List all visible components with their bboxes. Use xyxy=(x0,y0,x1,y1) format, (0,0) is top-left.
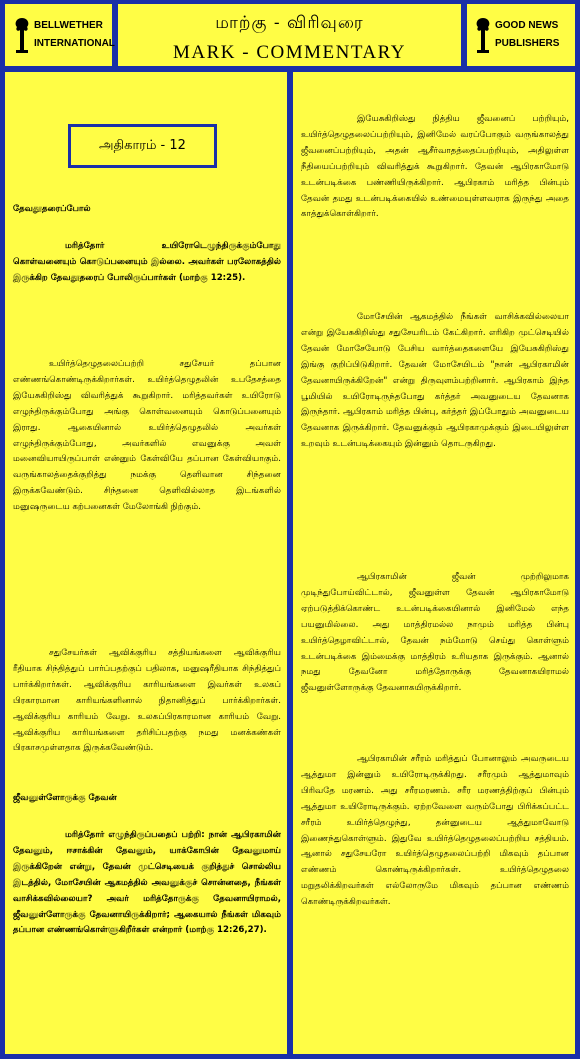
verse-quote: மரித்தோர் எழுந்திருப்பதைப் பற்றி: நான் ஆபிரகாமின் தேவனும், ஈசாக்கின் தேவனும், யாக்கோபின் தேவனுமாய் இருக்கிறேன் என்று, தேவன் முட்செடியைக் குறித்துச் சொல்லிய இடத்தில், மோசேயின் ஆகமத்தில் அவனுக்குச் சொன்னதை, நீங்கள் வாசிக்கவில்லையா? அவர் மரித்தோருக்கு தேவனாயிராமல், ஜீவனுள்ளோருக்கு தேவனாயிருக்கிறார்; ஆகையால் நீங்கள் மிகவும் தப்பான எண்ணங்கொள்ளுகிறீர்கள் என்றார் (மாற்கு 12:26,27). xyxy=(13,830,281,936)
section-heading: தேவதூதரைப்போல் xyxy=(13,204,91,214)
logo-line-1: GOOD NEWS xyxy=(495,20,559,31)
logo-line-2: INTERNATIONAL xyxy=(34,38,115,49)
left-column xyxy=(5,72,287,1054)
section-heading: ஜீவனுள்ளோருக்கு தேவன் xyxy=(13,793,117,803)
bellwether-logo xyxy=(5,4,115,66)
verse-quote: மரித்தோர் உயிரோடெழுந்திருக்கும்போது கொள்வனையும் கொடுப்பனையும் இல்லை. அவர்கள் பரலோகத்தில் இருக்கிற தேவதூதரைப் போலிருப்பார்கள் (மாற்கு 12:25). xyxy=(13,241,281,283)
paragraph: சதுசேயர்கள் ஆவிக்குரிய சத்தியங்களை ஆவிக்குரிய ரீதியாக சிந்தித்துப் பார்ப்பதற்குப் பதிலாக, மனுஷரீதியாக சிந்தித்துப் பார்க்கிறார்கள். ஆவிக்குரிய காரியங்களை இவர்கள் உலகப் பிரகாரமான காரியங்களினால் நிதானித்துப் பார்க்கிறார்கள். ஆவிக்குரிய காரியம் வேறு. உலகப்பிரகாரமான காரியம் வேறு. ஆவிக்குரிய காரியங்களை தரிசிப்பதற்கு நமது மனக்கண்கள் பிரகாசமுள்ளதாக இருக்கவேண்டும். xyxy=(13,648,281,754)
logo-line-2: PUBLISHERS xyxy=(495,38,560,49)
paragraph: இயேசுகிறிஸ்து நித்திய ஜீவனைப் பற்றியும், உயிர்த்தெழுதலைப்பற்றியும், இனிமேல் வரப்போகும் வருங்காலத்து ஜீவனைப்பற்றியும், அதன் ஆசீர்வாதத்தைப்பற்றியும், அதிலுள்ள நீதியைப்பற்றியும் விவரித்துக் கூறுகிறார். தேவன் ஆபிரகாமோடு உடன்படிக்கை பண்ணியிருக்கிறார். ஆபிரகாம் மரித்த பின்பும் தேவன் தமது உடன்படிக்கையில் உண்மையுள்ளவராக இருந்து அதை காத்துக்கொள்கிறார். xyxy=(301,114,569,220)
paragraph: மோசேயின் ஆகமத்தில் நீங்கள் வாசிக்கவில்லையா என்று இயேசுகிறிஸ்து சதுசேயரிடம் கேட்கிறார். எரிகிற முட்செடியில் தேவன் மோசேயோடு பேசிய வார்த்தைகளையே இயேசுகிறிஸ்து இங்கு குறிப்பிடுகிறார். தேவன் மோசேயிடம் "நான் ஆபிரகாமின் தேவனாயிருக்கிறேன்" என்று திருவுளம்பற்றினார். ஆபிரகாம் இந்த பூமியில் உயிரோடிருந்தபோது கர்த்தர் அவனுடைய தேவனாக இருந்தார். ஆபிரகாம் மரித்த பின்பு, கர்த்தர் இப்போதும் அவனுடைய தேவனாக இருக்கிறார். தேவனுக்கும் ஆபிரகாமுக்கும் இடையிலுள்ள உறவும் உடன்படிக்கையும் இன்னும் தொடருகிறது. xyxy=(301,312,569,450)
paragraph: உயிர்த்தெழுதலைப்பற்றி சதுசேயர் தப்பான எண்ணங்கொண்டிருக்கிறார்கள். உயிர்த்தெழுதலின் உபதேசத்தை இயேசுகிறிஸ்து விவரித்துக் கூறுகிறார். மரித்தவர்கள் உயிரோடு எழுந்திருக்கும்போது அங்கு கொள்வனையும் கொடுப்பனையும் இராது. ஆகையினால் உயிர்த்தெழுதலில் அவர்கள் எழுந்திருக்கும்போது, அவர்களில் எவனுக்கு அவள் மனைவியாயிருப்பாள் என்னும் கேள்வியே தப்பான கேள்வியாகும். வருங்காலத்தைக்குறித்து நமக்கு தெளிவான சிந்தனை இருக்கவேண்டும். சிந்தனை தெளிவில்லாத இடங்களில் மனுஷருடைய கற்பனைகள் மேலோங்கி நிற்கும். xyxy=(13,359,281,513)
right-column xyxy=(293,72,575,1054)
title-english: MARK - COMMENTARY xyxy=(173,42,406,63)
good-news-logo xyxy=(467,4,575,66)
paragraph: ஆபிரகாமின் ஜீவன் முற்றிலுமாக முடிந்துபோய்விட்டால், ஜீவனுள்ள தேவன் ஆபிரகாமோடு ஏற்படுத்திக்கொண்ட உடன்படிக்கையினால் இனிமேல் எந்த பயனுமில்லை. அது மாத்திரமல்ல நாமும் மரித்த பின்பு உயிர்த்தெழாவிட்டால், தேவன் நம்மோடு செய்து கொள்ளும் உடன்படிக்கை இம்மைக்கு மாத்திரம் உரியதாக இருக்கும். ஆனால் நமது தேவனோ மரித்தோருக்கு தேவனாகயிராமல் ஜீவனுள்ளோருக்கு தேவனாகயிருக்கிறார். xyxy=(301,572,569,694)
ram-logo-icon xyxy=(472,16,494,54)
paragraph: ஆபிரகாமின் சரீரம் மரித்துப் போனாலும் அவருடைய ஆத்துமா இன்னும் உயிரோடிருக்கிறது. சரீரமும் ஆத்துமாவும் பிரிவதே மரணம். அது சரீரமரணம். சரீர மரணத்திற்குப் பின்பும் ஆத்துமா உயிரோடிருக்கும். ஏற்றவேளை வரும்போது பிரிக்கப்பட்ட சரீரம் உயிர்த்தெழுந்து, தன்னுடைய ஆத்துமாவோடு இணைந்துகொள்ளும். இதுவே உயிர்த்தெழுதலைப்பற்றிய சத்தியம். ஆனால் சதுசேயரோ உயிர்த்தெழுதலைப்பற்றி மிகவும் தப்பான எண்ணம் கொண்டிருக்கிறார்கள். உயிர்த்தெழுதலை மறுதலிக்கிறவர்கள் எல்லோருமே மிகவும் தப்பான எண்ணம் கொண்டிருக்கிறவர்கள். xyxy=(301,754,569,908)
logo-line-1: BELLWETHER xyxy=(34,20,103,31)
title-tamil: மாற்கு - விரிவுரை xyxy=(215,13,364,33)
title-box xyxy=(118,4,461,66)
chapter-label: அதிகாரம் - 12 xyxy=(68,124,217,168)
ram-logo-icon xyxy=(11,16,33,54)
